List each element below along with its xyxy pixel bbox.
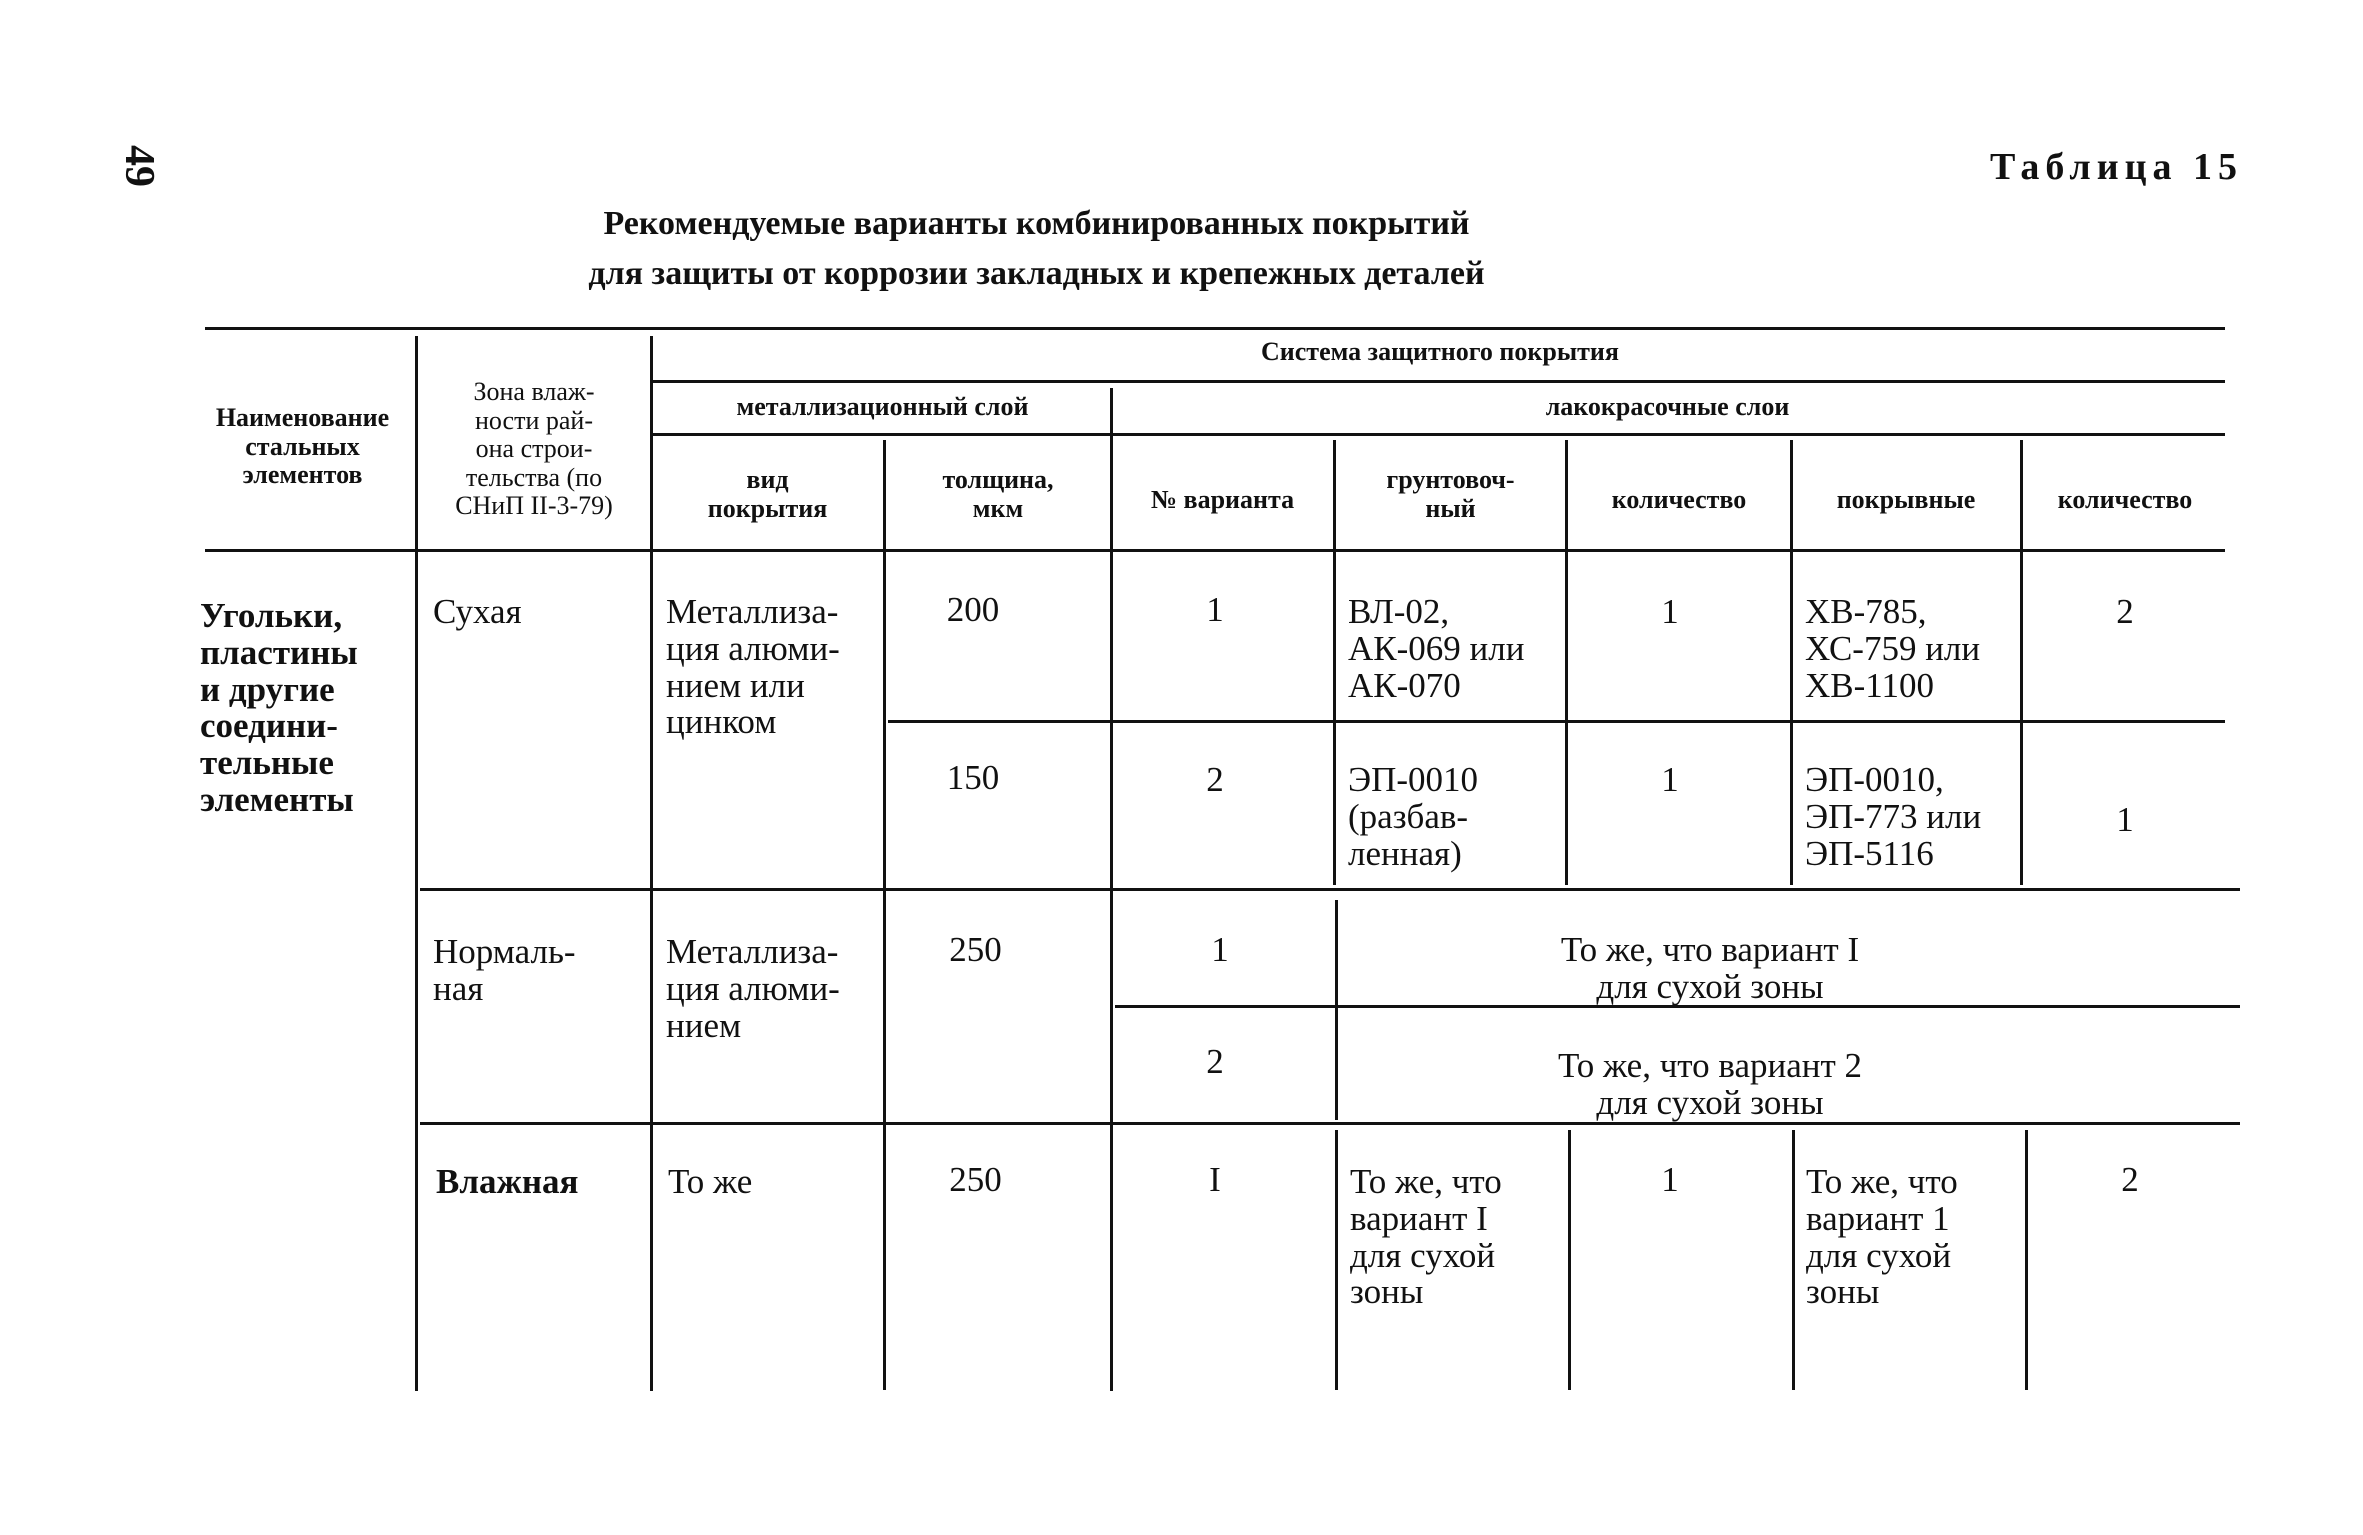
col-rule-1 [415,336,418,1391]
rule-dry-variant [888,720,2225,723]
col-rule-5a [1333,440,1336,885]
rule-header-bottom [205,549,2225,552]
rule-layers [650,433,2225,436]
header-coating-type: вид покрытия [707,465,828,523]
normal-v2-variant: 2 [1206,1042,1224,1081]
header-qty1: количество [1611,485,1747,514]
rule-system [650,380,2225,383]
rule-normal-bottom [420,1122,2240,1125]
dry-v1-primer: ВЛ-02, АК-069 или АК-070 [1348,592,1525,705]
col-rule-5c [1335,1130,1338,1390]
col-rule-4 [1110,388,1113,1391]
wet-zone-label: Влажная [436,1162,579,1201]
header-system: Система защитного покрытия [1261,337,1619,366]
wet-coating: То же [668,1162,753,1201]
table-title-line-2: для защиты от коррозии закладных и крепежных деталей [588,255,1485,292]
normal-coating: Металлиза- ция алюми- нием [666,932,840,1045]
normal-v1-variant: 1 [1211,930,1229,969]
dry-v1-variant: 1 [1206,590,1224,629]
wet-variant: I [1209,1160,1221,1199]
header-paint-layers: лакокрасочные слои [1545,392,1790,421]
wet-primer: То же, что вариант I для сухой зоны [1350,1162,1502,1312]
dry-v2-qty1: 1 [1661,760,1679,799]
rule-top [205,327,2225,330]
dry-zone-label: Сухая [433,592,522,631]
normal-v2-text: То же, что вариант 2 для сухой зоны [1557,1046,1863,1122]
col-rule-8c [2025,1130,2028,1390]
header-thickness: толщина, мкм [942,465,1054,523]
dry-v2-qty2: 1 [2116,800,2134,839]
wet-qty2: 2 [2121,1160,2139,1199]
normal-zone-label: Нормаль- ная [433,932,576,1008]
col-rule-7a [1790,440,1793,885]
page-number: 49 [116,145,162,187]
dry-v1-top-coat: ХВ-785, ХС-759 или ХВ-1100 [1805,592,1981,705]
table-title-line-1: Рекомендуемые варианты комбинированных покрытий [603,205,1470,242]
wet-qty1: 1 [1661,1160,1679,1199]
dry-v2-top-coat: ЭП-0010, ЭП-773 или ЭП-5116 [1805,760,1982,873]
element-name: Угольки, пластины и другие соедини- тельные элементы [200,596,358,819]
normal-v1-text: То же, что вариант I для сухой зоны [1560,930,1860,1006]
table-label: Таблица 15 [1989,146,2243,188]
header-primer: грунтовоч- ный [1386,465,1515,523]
col-rule-6a [1565,440,1568,885]
wet-top-coat: То же, что вариант 1 для сухой зоны [1806,1162,1958,1312]
dry-v1-qty2: 2 [2116,592,2134,631]
header-qty2: количество [2057,485,2193,514]
col-rule-8a [2020,440,2023,885]
col-rule-2 [650,336,653,1391]
header-zone: Зона влаж- ности рай- она строи- тельства (по СНиП II-3-79) [455,377,613,521]
col-rule-3 [883,440,886,1390]
normal-thickness: 250 [949,930,1002,969]
header-metal-layer: металлизационный слой [736,392,1029,421]
dry-v1-thickness: 200 [946,590,1000,629]
header-top-coat: покрывные [1836,485,1976,514]
col-rule-5b [1335,900,1338,1120]
wet-thickness: 250 [949,1160,1002,1199]
dry-v2-thickness: 150 [946,758,1000,797]
dry-v2-variant: 2 [1206,760,1224,799]
header-variant-no: № варианта [1150,485,1295,514]
dry-v2-primer: ЭП-0010 (разбав- ленная) [1348,760,1479,873]
rule-dry-bottom [420,888,2240,891]
header-element-name: Наименование стальных элементов [215,403,390,490]
dry-coating: Металлиза- ция алюми- нием или цинком [666,592,840,742]
dry-v1-qty1: 1 [1661,592,1679,631]
col-rule-7c [1792,1130,1795,1390]
